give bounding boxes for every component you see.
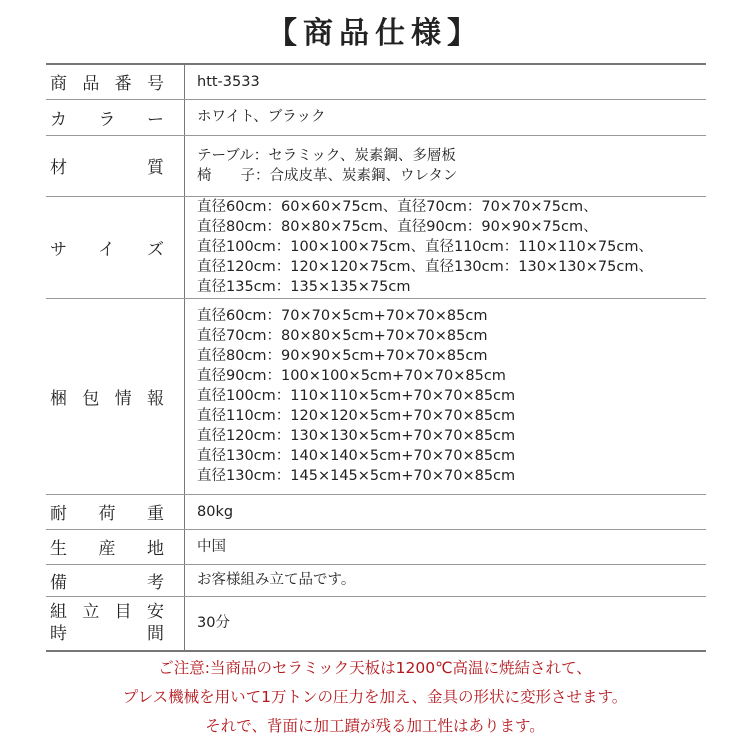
spec-value <box>185 529 707 564</box>
spec-label-text: 耐荷重 <box>50 504 164 524</box>
spec-row <box>46 298 706 494</box>
spec-row <box>46 135 706 196</box>
spec-value-line: お客様組み立て品です。 <box>197 572 356 588</box>
spec-label <box>46 494 185 529</box>
spec-label <box>46 64 185 99</box>
spec-value-line: 直径130cm：145×145×5cm+70×70×85cm <box>197 468 516 484</box>
spec-row <box>46 596 706 651</box>
spec-value <box>185 135 707 196</box>
spec-label-text: 備考 <box>50 572 164 593</box>
spec-row <box>46 99 706 135</box>
spec-label <box>46 564 185 596</box>
spec-value-line: ホワイト、ブラック <box>197 109 326 125</box>
spec-value-line: 直径110cm：120×120×5cm+70×70×85cm <box>197 408 516 424</box>
spec-label-line: 時間 <box>50 624 164 645</box>
spec-row <box>46 64 706 99</box>
spec-value-line: 80kg <box>197 503 234 520</box>
spec-value-line: 直径100cm：100×100×75cm、直径110cm：110×110×75cm、 <box>197 239 653 255</box>
spec-value-line: 直径90cm：100×100×5cm+70×70×85cm <box>197 368 506 384</box>
spec-value <box>185 196 707 298</box>
spec-label <box>46 529 185 564</box>
spec-label-text: 生産地 <box>50 539 164 559</box>
spec-label-text: 商品番号 <box>50 74 164 95</box>
notice <box>0 654 750 741</box>
spec-label <box>46 298 185 494</box>
page-title: 【商品仕様】 <box>267 16 483 51</box>
spec-value-line: htt-3533 <box>197 73 260 90</box>
spec-value-line: 直径80cm：90×90×5cm+70×70×85cm <box>197 348 488 364</box>
spec-row <box>46 494 706 529</box>
spec-row <box>46 196 706 298</box>
spec-value-line: 直径130cm：140×140×5cm+70×70×85cm <box>197 448 516 464</box>
notice-line: それで、背面に加工蹟が残る加工性はあります。 <box>205 717 545 735</box>
notice-line: プレス機械を用いて1万トンの圧力を加え、金具の形状に変形させます。 <box>122 688 628 706</box>
spec-value <box>185 64 707 99</box>
spec-value-line: 30分 <box>197 615 230 632</box>
spec-label <box>46 196 185 298</box>
spec-table <box>46 63 706 652</box>
spec-value-line: テーブル：セラミック、炭素鋼、多層板 <box>197 147 456 164</box>
spec-label-text: 梱包情報 <box>50 388 164 409</box>
spec-value-line: 中国 <box>197 538 226 555</box>
spec-label-text: カラー <box>50 109 164 130</box>
spec-value-line: 椅 子：合成皮革、炭素鋼、ウレタン <box>197 167 458 184</box>
spec-label <box>46 135 185 196</box>
spec-value-line: 直径100cm：110×110×5cm+70×70×85cm <box>197 388 516 404</box>
spec-value-line: 直径135cm：135×135×75cm <box>197 279 411 295</box>
spec-row <box>46 564 706 596</box>
spec-label <box>46 99 185 135</box>
spec-value <box>185 564 707 596</box>
spec-label-line: 組立目安 <box>50 602 164 623</box>
spec-value <box>185 494 707 529</box>
spec-value-line: 直径60cm：60×60×75cm、直径70cm：70×70×75cm、 <box>197 199 598 215</box>
spec-value-line: 直径120cm：130×130×5cm+70×70×85cm <box>197 428 516 444</box>
spec-value-line: 直径80cm：80×80×75cm、直径90cm：90×90×75cm、 <box>197 219 598 235</box>
spec-value <box>185 99 707 135</box>
spec-label-text: サイズ <box>50 239 164 260</box>
spec-value <box>185 596 707 651</box>
spec-label <box>46 596 185 651</box>
spec-value-line: 直径70cm：80×80×5cm+70×70×85cm <box>197 328 488 344</box>
spec-row <box>46 529 706 564</box>
spec-label-text: 材質 <box>50 158 164 178</box>
spec-value-line: 直径60cm：70×70×5cm+70×70×85cm <box>197 308 488 324</box>
notice-line: ご注意:当商品のセラミック天板は1200℃高温に焼結されて、 <box>158 659 592 677</box>
spec-value-line: 直径120cm：120×120×75cm、直径130cm：130×130×75cm、 <box>197 259 653 275</box>
spec-value <box>185 298 707 494</box>
